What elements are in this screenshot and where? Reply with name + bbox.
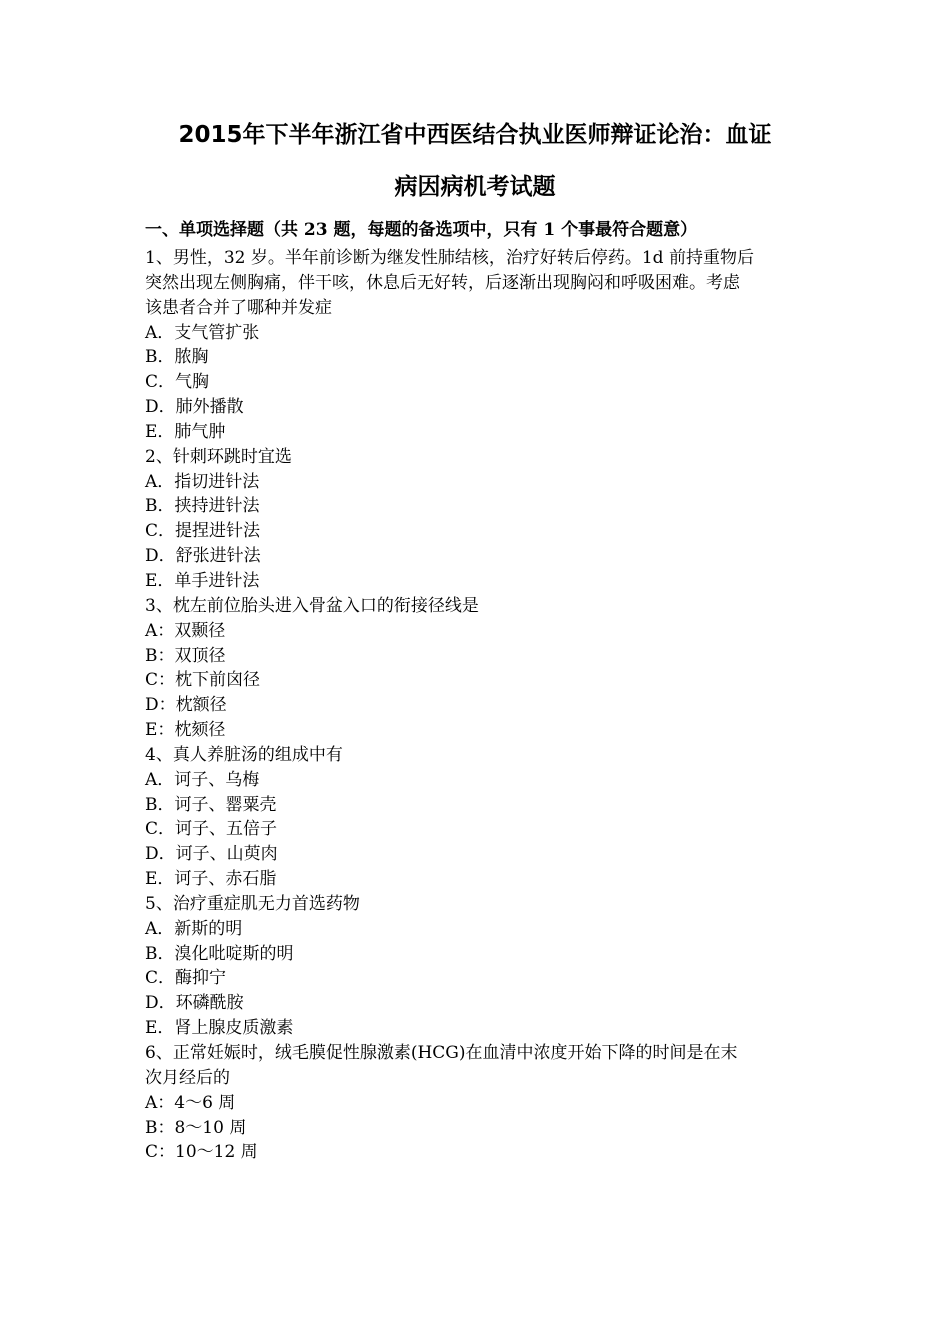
option-c: C．提捏进针法	[145, 521, 261, 542]
document-title-line-1: 2015年下半年浙江省中西医结合执业医师辩证论治：血证	[178, 122, 772, 148]
question-2	[145, 445, 825, 594]
option-b: B．挟持进针法	[145, 496, 260, 517]
option-e: E．肾上腺皮质激素	[145, 1018, 294, 1039]
question-5	[145, 892, 825, 1041]
option-b: B．诃子、罂粟壳	[145, 794, 277, 815]
option-b: B：8～10 周	[145, 1117, 247, 1138]
option-d: D．舒张进针法	[145, 546, 261, 567]
question-1	[145, 246, 825, 445]
option-e: E．单手进针法	[145, 570, 260, 591]
option-d: D．诃子、山萸肉	[145, 844, 278, 865]
option-b: B．脓胸	[145, 347, 209, 368]
question-text-line: 该患者合并了哪种并发症	[145, 297, 332, 318]
question-text-line: 2、针刺环跳时宜选	[145, 446, 292, 467]
document-title-line-2: 病因病机考试题	[394, 174, 556, 200]
option-c: C．诃子、五倍子	[145, 819, 278, 840]
option-d: D．肺外播散	[145, 397, 244, 418]
option-d: D．环磷酰胺	[145, 993, 244, 1014]
question-4	[145, 743, 825, 892]
question-text-line: 6、正常妊娠时，绒毛膜促性腺激素(HCG)在血清中浓度开始下降的时间是在末	[145, 1043, 738, 1063]
option-a: A．新斯的明	[145, 918, 243, 939]
option-a: A：4～6 周	[145, 1092, 236, 1113]
option-c: C：枕下前囟径	[145, 670, 261, 691]
question-text-line: 次月经后的	[145, 1067, 230, 1088]
option-e: E．诃子、赤石脂	[145, 869, 277, 890]
option-c: C：10～12 周	[145, 1142, 258, 1163]
option-d: D：枕额径	[145, 695, 227, 716]
option-a: A：双颞径	[145, 620, 226, 641]
section-heading: 一、单项选择题（共 23 题，每题的备选项中，只有 1 个事最符合题意）	[145, 220, 698, 240]
question-text-line: 5、治疗重症肌无力首选药物	[145, 893, 360, 914]
question-text-line: 突然出现左侧胸痛，伴干咳，休息后无好转，后逐渐出现胸闷和呼吸困难。考虑	[145, 272, 740, 293]
option-c: C．酶抑宁	[145, 968, 227, 989]
option-e: E．肺气肿	[145, 421, 226, 442]
question-text-line: 3、枕左前位胎头进入骨盆入口的衔接径线是	[145, 595, 479, 616]
question-text-line: 4、真人养脏汤的组成中有	[145, 744, 343, 765]
question-6	[145, 1041, 825, 1165]
option-b: B．溴化吡啶斯的明	[145, 943, 294, 964]
option-b: B：双顶径	[145, 645, 226, 666]
question-3	[145, 594, 825, 743]
question-text-line: 1、男性，32 岁。半年前诊断为继发性肺结核，治疗好转后停药。1d 前持重物后	[145, 248, 754, 268]
question-list	[145, 246, 825, 1165]
option-a: A．指切进针法	[145, 471, 260, 492]
option-a: A．诃子、乌梅	[145, 769, 260, 790]
option-e: E：枕颏径	[145, 720, 226, 741]
option-a: A．支气管扩张	[145, 322, 260, 343]
option-c: C．气胸	[145, 372, 210, 393]
